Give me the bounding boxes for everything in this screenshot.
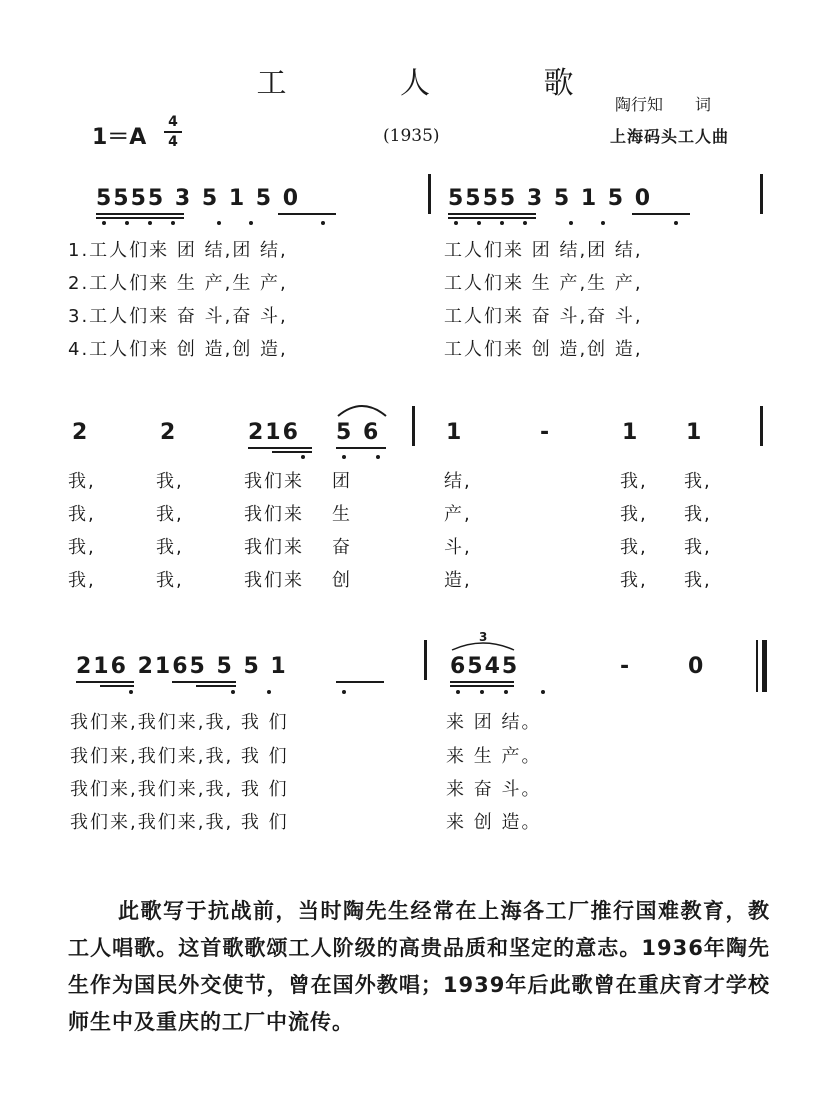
system3-underline-2 [100,685,134,687]
system3-octave-dot [267,690,271,694]
system1-underline-right [448,213,536,215]
system2-underline [248,447,312,449]
time-divider [164,131,182,133]
system2-note: 1 [446,420,464,445]
system3-lyric-right-2: 来 生 产。 [446,746,542,767]
system2-note-group: 5 6 [336,420,381,445]
system2-lyric-cell: 我, [156,570,184,591]
system1-notes-right: 5555 3 5 1 5 0 [448,186,653,211]
system2-note: 2 [160,420,178,445]
system1-lyric-left-3: 3.工人们来 奋 斗,奋 斗, [68,306,288,327]
system3-rest: 0 [688,654,706,679]
system1-underline-left [96,213,184,215]
system2-note: 1 [686,420,704,445]
song-background-note: 此歌写于抗战前，当时陶先生经常在上海各工厂推行国难教育，教工人唱歌。这首歌歌颂工人阶级的高贵品质和坚定的意志。1936年陶先生作为国民外交使节，曾在国外教唱；1939年后此歌曾在重庆育才学校师生中及重庆的工厂中流传。 [68,899,770,1034]
system3-underline-3 [172,681,236,683]
system1-octave-dot [477,221,481,225]
system2-lyric-cell: 我, [156,471,184,492]
system1-octave-dot [125,221,129,225]
time-signature [164,114,182,150]
system2-lyric-cell: 我, [68,504,96,525]
system3-underline [76,681,134,683]
song-title: 工 人 歌 [256,66,626,101]
final-bar-thick [762,640,767,692]
system3-underline-4 [196,685,236,687]
system2-dash: - [540,420,552,445]
key-signature: 1＝A [92,125,147,150]
system1-octave-dot [601,221,605,225]
system2-underline-3 [336,447,386,449]
system3-underline-5 [336,681,384,683]
final-bar-thin [756,640,758,692]
system3-octave-dot [456,690,460,694]
system2-lyric-cell: 我, [684,537,712,558]
slur-mark [336,400,388,418]
system2-lyric-cell: 我, [684,471,712,492]
system3-lyric-left-2: 我们来,我们来,我, 我 们 [70,746,289,767]
lyricist-credit: 陶行知 词 [615,95,712,114]
system2-lyric-cell: 结, [444,471,472,492]
system2-lyric-cell: 我, [620,471,648,492]
system2-lyric-cell: 我, [68,471,96,492]
system2-octave-dot [301,455,305,459]
system1-underline-right-2 [448,217,536,219]
system1-lyric-right-1: 工人们来 团 结,团 结, [444,240,643,261]
system2-lyric-cell: 生 [332,504,352,525]
system2-lyric-cell: 我, [156,537,184,558]
system3-lyric-left-4: 我们来,我们来,我, 我 们 [70,812,289,833]
system3-lyric-left-1: 我们来,我们来,我, 我 们 [70,712,289,733]
system1-lyric-left-2: 2.工人们来 生 产,生 产, [68,273,288,294]
system2-lyric-cell: 创 [332,570,352,591]
system3-octave-dot [504,690,508,694]
system3-notes-right: 6545 [450,654,520,679]
bar-line [412,406,415,446]
system1-lyric-left-4: 4.工人们来 创 造,创 造, [68,339,288,360]
system1-underline-left-3 [278,213,336,215]
system2-octave-dot [342,455,346,459]
system1-octave-dot [569,221,573,225]
system2-lyric-cell: 我, [156,504,184,525]
triplet-mark: 3 [479,630,488,644]
system3-octave-dot [129,690,133,694]
system1-lyric-right-3: 工人们来 奋 斗,奋 斗, [444,306,643,327]
system2-lyric-cell: 我, [620,504,648,525]
system3-underline-6 [450,681,514,683]
system2-lyric-cell: 我们来 [244,570,304,591]
system3-lyric-left-3: 我们来,我们来,我, 我 们 [70,779,289,800]
system2-underline-2 [272,451,312,453]
system1-lyric-left-1: 1.工人们来 团 结,团 结, [68,240,288,261]
system1-octave-dot [249,221,253,225]
system1-lyric-right-4: 工人们来 创 造,创 造, [444,339,643,360]
system3-octave-dot [480,690,484,694]
system2-note: 2 [72,420,90,445]
system2-lyric-cell: 团 [332,471,352,492]
system2-lyric-cell: 造, [444,570,472,591]
system3-notes-left: 216 2165 5 5 1 [76,654,288,679]
composer-credit: 上海码头工人曲 [610,127,730,146]
system2-octave-dot [376,455,380,459]
system3-lyric-right-4: 来 创 造。 [446,812,542,833]
system3-dash: - [620,654,632,679]
system2-lyric-cell: 我, [68,570,96,591]
system3-lyric-right-1: 来 团 结。 [446,712,542,733]
system2-note-group: 216 [248,420,300,445]
system1-underline-left-2 [96,217,184,219]
system3-octave-dot [541,690,545,694]
bar-line [760,406,763,446]
system1-octave-dot [454,221,458,225]
time-denominator: 4 [168,134,178,150]
system1-octave-dot [321,221,325,225]
bar-line [424,640,427,680]
system1-notes-left: 5555 3 5 1 5 0 [96,186,301,211]
system2-lyric-cell: 奋 [332,537,352,558]
system2-lyric-cell: 我, [620,537,648,558]
system1-octave-dot [102,221,106,225]
system1-octave-dot [500,221,504,225]
system1-octave-dot [217,221,221,225]
system1-lyric-right-2: 工人们来 生 产,生 产, [444,273,643,294]
system2-note: 1 [622,420,640,445]
system1-octave-dot [674,221,678,225]
system1-underline-right-3 [632,213,690,215]
system2-lyric-cell: 我, [68,537,96,558]
time-numerator: 4 [168,114,178,130]
system2-lyric-cell: 我, [620,570,648,591]
system2-lyric-cell: 我们来 [244,537,304,558]
system2-lyric-cell: 产, [444,504,472,525]
system2-lyric-cell: 斗, [444,537,472,558]
system2-lyric-cell: 我们来 [244,471,304,492]
system2-lyric-cell: 我们来 [244,504,304,525]
system3-underline-7 [450,685,514,687]
system2-lyric-cell: 我, [684,504,712,525]
system2-lyric-cell: 我, [684,570,712,591]
system1-octave-dot [148,221,152,225]
bar-line [760,174,763,214]
bar-line [428,174,431,214]
system1-octave-dot [523,221,527,225]
system3-octave-dot [231,690,235,694]
system3-octave-dot [342,690,346,694]
system3-lyric-right-3: 来 奋 斗。 [446,779,542,800]
composition-year: (1935) [383,126,440,146]
system1-octave-dot [171,221,175,225]
